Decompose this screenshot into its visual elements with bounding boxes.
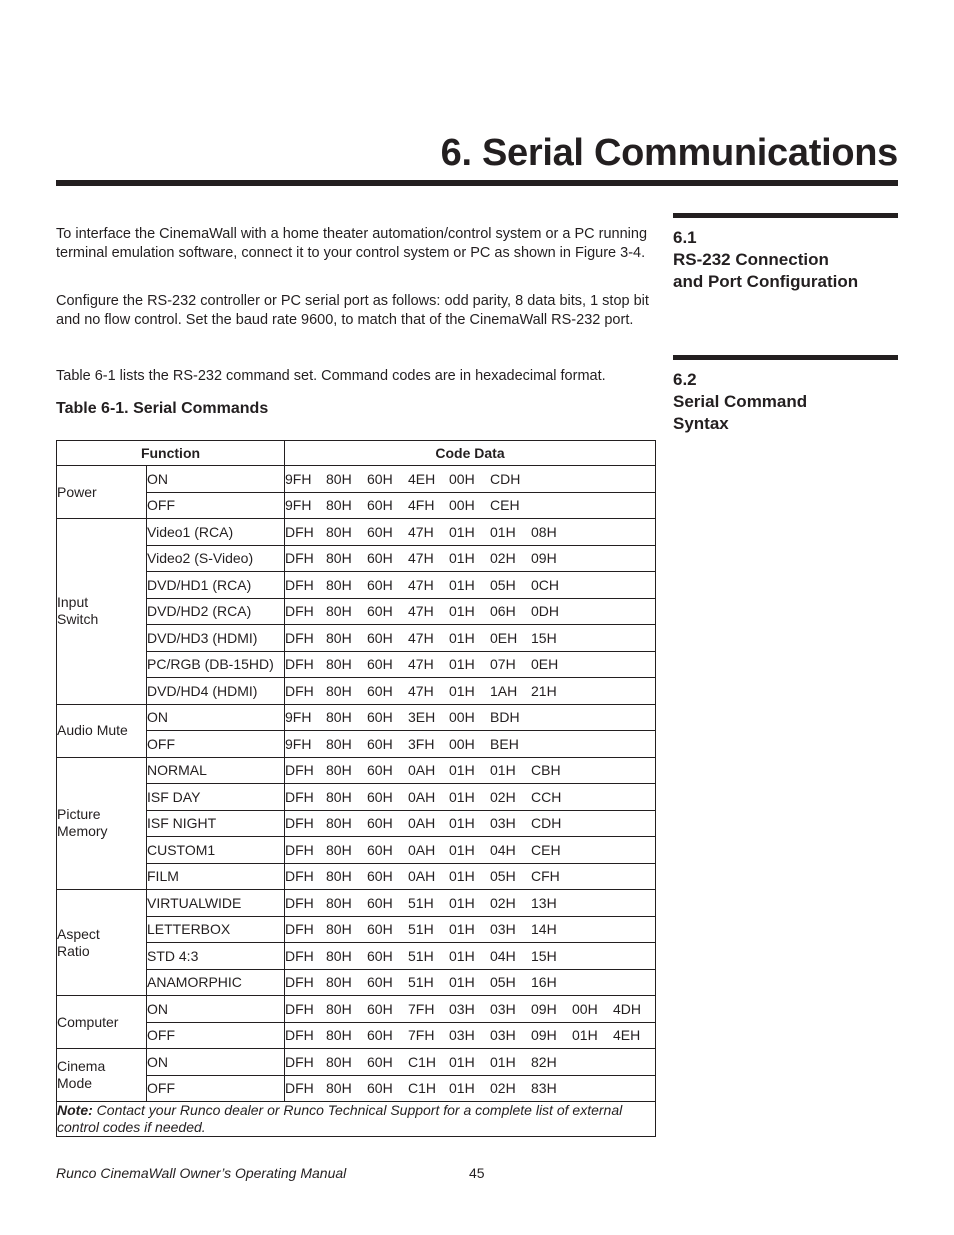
code-byte: 60H [367, 497, 393, 514]
code-data-cell [285, 810, 656, 837]
code-data-cell [285, 466, 656, 493]
code-byte: 60H [367, 1053, 393, 1070]
code-byte: 05H [490, 868, 516, 885]
code-byte: 05H [490, 576, 516, 593]
code-byte: 4FH [408, 497, 435, 514]
code-byte: 80H [326, 497, 352, 514]
code-byte: 3FH [408, 735, 435, 752]
table-row [57, 1075, 656, 1102]
option-cell: ISF DAY [147, 784, 285, 811]
function-name-line: Memory [57, 823, 108, 840]
code-data-cell [285, 837, 656, 864]
option-cell: ON [147, 704, 285, 731]
code-byte: 60H [367, 603, 393, 620]
option-cell: FILM [147, 863, 285, 890]
section-heading-text [673, 227, 898, 293]
code-byte: 01H [449, 629, 475, 646]
code-byte: 60H [367, 656, 393, 673]
code-byte: 01H [449, 1053, 475, 1070]
code-byte: DFH [285, 1027, 314, 1044]
code-data-cell [285, 916, 656, 943]
code-byte: 80H [326, 682, 352, 699]
code-byte: DFH [285, 603, 314, 620]
code-byte: 80H [326, 1053, 352, 1070]
code-byte: 60H [367, 735, 393, 752]
code-data-cell [285, 757, 656, 784]
option-cell: ON [147, 996, 285, 1023]
intro-paragraph-2: Configure the RS-232 controller or PC serial port as follows: odd parity, 8 data bits, 1 stop bit and no flow control. Set the baud rate 9600, to match that of the CinemaWall RS-232 port. [56, 293, 649, 328]
code-byte: 02H [490, 894, 516, 911]
code-data-cell [285, 969, 656, 996]
code-byte: 80H [326, 1027, 352, 1044]
code-byte: 15H [531, 629, 557, 646]
code-byte: 01H [490, 1053, 516, 1070]
code-byte: 03H [449, 1027, 475, 1044]
option-cell: DVD/HD3 (HDMI) [147, 625, 285, 652]
code-byte: 0AH [408, 815, 436, 832]
code-byte: 60H [367, 470, 393, 487]
code-byte: DFH [285, 523, 314, 540]
code-byte: 60H [367, 550, 393, 567]
code-byte: 60H [367, 762, 393, 779]
option-cell: CUSTOM1 [147, 837, 285, 864]
function-name-line: Cinema [57, 1058, 106, 1074]
table-row [57, 651, 656, 678]
code-byte: 0DH [531, 603, 560, 620]
code-byte: 03H [449, 1000, 475, 1017]
code-byte: 01H [572, 1027, 598, 1044]
code-byte: 80H [326, 523, 352, 540]
table-row [57, 784, 656, 811]
section-rule [673, 355, 898, 360]
code-byte: 0EH [490, 629, 518, 646]
code-byte: DFH [285, 629, 314, 646]
code-byte: 04H [490, 841, 516, 858]
footer-page-number: 45 [469, 1165, 485, 1181]
code-byte: 00H [449, 735, 475, 752]
option-cell: VIRTUALWIDE [147, 890, 285, 917]
code-byte: 0CH [531, 576, 560, 593]
code-byte: 80H [326, 947, 352, 964]
code-byte: 1AH [490, 682, 518, 699]
code-byte: 51H [408, 921, 434, 938]
function-name-cell [57, 519, 147, 705]
code-data-cell [285, 863, 656, 890]
table-row [57, 572, 656, 599]
function-name-cell [57, 704, 147, 757]
code-byte: 60H [367, 921, 393, 938]
table-row [57, 943, 656, 970]
code-byte: 08H [531, 523, 557, 540]
code-byte: 02H [490, 788, 516, 805]
code-byte: 0AH [408, 841, 436, 858]
code-byte: 03H [490, 815, 516, 832]
section-6-2-heading [673, 355, 898, 435]
section-number: 6.2 [673, 370, 697, 389]
code-byte: 47H [408, 576, 434, 593]
table-row [57, 916, 656, 943]
code-byte: 16H [531, 974, 557, 991]
note-text: Contact your Runco dealer or Runco Technical Support for a complete list of external control codes if needed. [57, 1102, 623, 1135]
code-byte: 4EH [613, 1027, 641, 1044]
code-byte: 80H [326, 1000, 352, 1017]
table-row [57, 731, 656, 758]
code-byte: DFH [285, 1000, 314, 1017]
option-cell: LETTERBOX [147, 916, 285, 943]
section-title-line: Serial Command [673, 392, 808, 411]
code-byte: 01H [449, 894, 475, 911]
option-cell: ANAMORPHIC [147, 969, 285, 996]
code-byte: 80H [326, 788, 352, 805]
option-cell: ON [147, 466, 285, 493]
code-byte: DFH [285, 1053, 314, 1070]
function-column-header: Function [57, 441, 285, 466]
code-byte: 07H [490, 656, 516, 673]
code-byte: 9FH [285, 497, 312, 514]
code-data-cell [285, 572, 656, 599]
code-byte: 51H [408, 974, 434, 991]
code-data-cell [285, 651, 656, 678]
code-byte: 02H [490, 550, 516, 567]
code-byte: 47H [408, 523, 434, 540]
code-byte: 60H [367, 576, 393, 593]
code-byte: 60H [367, 629, 393, 646]
code-byte: 80H [326, 894, 352, 911]
section-title-line: Syntax [673, 414, 729, 433]
code-byte: 51H [408, 947, 434, 964]
option-cell: OFF [147, 492, 285, 519]
code-byte: 60H [367, 947, 393, 964]
function-name-line: Audio Mute [57, 722, 128, 738]
code-byte: 3EH [408, 709, 436, 726]
code-byte: DFH [285, 868, 314, 885]
note-row [57, 1102, 656, 1137]
code-byte: DFH [285, 788, 314, 805]
function-name-line: Power [57, 483, 97, 500]
table-row [57, 996, 656, 1023]
code-byte: CFH [531, 868, 560, 885]
code-data-cell [285, 731, 656, 758]
code-byte: 01H [449, 921, 475, 938]
code-data-cell [285, 784, 656, 811]
option-cell: DVD/HD2 (RCA) [147, 598, 285, 625]
code-byte: 15H [531, 947, 557, 964]
code-byte: 03H [490, 1027, 516, 1044]
function-name-cell [57, 466, 147, 519]
code-data-cell [285, 492, 656, 519]
table-note [57, 1102, 656, 1137]
code-byte: 80H [326, 974, 352, 991]
option-cell: NORMAL [147, 757, 285, 784]
function-name-line: Computer [57, 1013, 119, 1030]
section-title-line: RS-232 Connection [673, 250, 829, 269]
code-data-cell [285, 1075, 656, 1102]
code-byte: 60H [367, 1080, 393, 1097]
code-byte: 51H [408, 894, 434, 911]
code-byte: 00H [449, 709, 475, 726]
code-data-cell [285, 704, 656, 731]
code-data-cell [285, 1022, 656, 1049]
code-byte: DFH [285, 1080, 314, 1097]
code-byte: 01H [449, 603, 475, 620]
code-byte: 01H [490, 762, 516, 779]
code-byte: 02H [490, 1080, 516, 1097]
option-cell: ISF NIGHT [147, 810, 285, 837]
section-number: 6.1 [673, 228, 697, 247]
code-data-cell [285, 598, 656, 625]
table-row [57, 598, 656, 625]
code-byte: 7FH [408, 1000, 435, 1017]
code-byte: 05H [490, 974, 516, 991]
code-byte: 80H [326, 629, 352, 646]
section-heading-text [673, 369, 898, 435]
note-label: Note: [57, 1102, 93, 1118]
code-byte: 80H [326, 470, 352, 487]
code-byte: 60H [367, 523, 393, 540]
code-byte: 80H [326, 762, 352, 779]
code-byte: 80H [326, 735, 352, 752]
code-byte: 01H [449, 762, 475, 779]
code-byte: 01H [449, 788, 475, 805]
table-row [57, 969, 656, 996]
code-byte: 80H [326, 868, 352, 885]
code-byte: 03H [490, 1000, 516, 1017]
code-byte: 60H [367, 841, 393, 858]
code-byte: 0AH [408, 868, 436, 885]
code-byte: 01H [449, 1080, 475, 1097]
code-byte: 60H [367, 974, 393, 991]
option-cell: DVD/HD4 (HDMI) [147, 678, 285, 705]
code-byte: 60H [367, 894, 393, 911]
intro-paragraph-1: To interface the CinemaWall with a home theater automation/control system or a PC running terminal emulation software, connect it to your control system or PC as shown in Figure 3-4. [56, 226, 648, 261]
code-byte: CDH [490, 470, 521, 487]
section-title-line: and Port Configuration [673, 272, 859, 291]
code-byte: 4DH [613, 1000, 642, 1017]
code-byte: 01H [449, 815, 475, 832]
table-row [57, 545, 656, 572]
code-byte: 80H [326, 603, 352, 620]
code-byte: 80H [326, 841, 352, 858]
option-cell: OFF [147, 731, 285, 758]
code-byte: CDH [531, 815, 562, 832]
option-cell: ON [147, 1049, 285, 1076]
code-byte: BDH [490, 709, 520, 726]
code-byte: 04H [490, 947, 516, 964]
code-byte: 00H [449, 470, 475, 487]
code-byte: 83H [531, 1080, 557, 1097]
code-byte: 82H [531, 1053, 557, 1070]
option-cell: OFF [147, 1075, 285, 1102]
code-byte: DFH [285, 894, 314, 911]
code-byte: CBH [531, 762, 561, 779]
code-byte: 4EH [408, 470, 436, 487]
serial-commands-table [56, 440, 656, 1137]
code-byte: CCH [531, 788, 562, 805]
code-byte: 01H [449, 656, 475, 673]
code-byte: C1H [408, 1053, 437, 1070]
code-data-cell [285, 1049, 656, 1076]
function-name-cell [57, 996, 147, 1049]
table-body [57, 466, 656, 1102]
function-name-cell [57, 757, 147, 890]
table-row [57, 810, 656, 837]
code-byte: 9FH [285, 735, 312, 752]
code-byte: DFH [285, 762, 314, 779]
table-row [57, 837, 656, 864]
code-byte: C1H [408, 1080, 437, 1097]
code-byte: 80H [326, 709, 352, 726]
code-byte: 01H [449, 576, 475, 593]
code-byte: DFH [285, 815, 314, 832]
function-name-line: Picture [57, 806, 101, 823]
table-row [57, 492, 656, 519]
code-data-cell [285, 545, 656, 572]
code-data-cell [285, 678, 656, 705]
code-byte: CEH [490, 497, 520, 514]
table-header-row [57, 441, 656, 466]
code-byte: DFH [285, 974, 314, 991]
option-cell: Video2 (S-Video) [147, 545, 285, 572]
code-byte: 60H [367, 709, 393, 726]
code-data-cell [285, 890, 656, 917]
code-byte: 7FH [408, 1027, 435, 1044]
code-byte: 47H [408, 656, 434, 673]
code-byte: 60H [367, 815, 393, 832]
code-byte: 01H [449, 550, 475, 567]
code-data-cell [285, 519, 656, 546]
code-byte: 01H [449, 947, 475, 964]
code-byte: DFH [285, 682, 314, 699]
intro-paragraph-3: Table 6-1 lists the RS-232 command set. Command codes are in hexadecimal format. [56, 368, 606, 384]
code-byte: 47H [408, 603, 434, 620]
code-byte: DFH [285, 656, 314, 673]
code-data-cell [285, 943, 656, 970]
code-byte: 60H [367, 682, 393, 699]
function-name-cell [57, 890, 147, 996]
function-name-cell [57, 1049, 147, 1102]
code-byte: 06H [490, 603, 516, 620]
function-name-line: Ratio [57, 942, 90, 959]
option-cell: Video1 (RCA) [147, 519, 285, 546]
code-byte: 80H [326, 550, 352, 567]
table-caption: Table 6-1. Serial Commands [56, 400, 269, 417]
table-row [57, 704, 656, 731]
code-byte: 03H [490, 921, 516, 938]
code-byte: 80H [326, 1080, 352, 1097]
code-byte: 47H [408, 629, 434, 646]
table-row [57, 890, 656, 917]
option-cell: DVD/HD1 (RCA) [147, 572, 285, 599]
code-byte: 21H [531, 682, 557, 699]
code-byte: 47H [408, 550, 434, 567]
table-row [57, 1022, 656, 1049]
code-byte: 9FH [285, 709, 312, 726]
section-rule [673, 213, 898, 218]
code-byte: 01H [449, 868, 475, 885]
code-byte: 80H [326, 576, 352, 593]
code-byte: 13H [531, 894, 557, 911]
code-byte: 9FH [285, 470, 312, 487]
option-cell: OFF [147, 1022, 285, 1049]
code-byte: CEH [531, 841, 561, 858]
code-byte: 14H [531, 921, 557, 938]
table-row [57, 757, 656, 784]
table-row [57, 1049, 656, 1076]
code-byte: 00H [572, 1000, 598, 1017]
code-byte: DFH [285, 550, 314, 567]
chapter-rule [56, 180, 898, 186]
code-data-cell [285, 625, 656, 652]
table-row [57, 519, 656, 546]
table-row [57, 625, 656, 652]
code-byte: 0AH [408, 762, 436, 779]
code-data-cell [285, 996, 656, 1023]
option-cell: STD 4:3 [147, 943, 285, 970]
function-name-line: Input [57, 594, 89, 611]
function-name-line: Mode [57, 1075, 93, 1091]
table-row [57, 466, 656, 493]
section-6-1-heading [673, 213, 898, 293]
chapter-title: 6. Serial Communications [440, 132, 898, 174]
table-row [57, 678, 656, 705]
code-byte: 60H [367, 1027, 393, 1044]
code-byte: DFH [285, 947, 314, 964]
code-byte: 80H [326, 921, 352, 938]
code-data-column-header: Code Data [285, 441, 656, 466]
function-name-line: Aspect [57, 925, 100, 942]
code-byte: DFH [285, 841, 314, 858]
table-row [57, 863, 656, 890]
function-name-line: Switch [57, 611, 99, 628]
code-byte: 0EH [531, 656, 559, 673]
code-byte: BEH [490, 735, 519, 752]
code-byte: 09H [531, 1027, 557, 1044]
code-byte: DFH [285, 921, 314, 938]
code-byte: 60H [367, 868, 393, 885]
option-cell: PC/RGB (DB-15HD) [147, 651, 285, 678]
code-byte: 09H [531, 550, 557, 567]
code-byte: 01H [449, 523, 475, 540]
code-byte: 00H [449, 497, 475, 514]
code-byte: 09H [531, 1000, 557, 1017]
code-byte: 01H [449, 974, 475, 991]
code-byte: 0AH [408, 788, 436, 805]
code-byte: 60H [367, 1000, 393, 1017]
code-byte: 80H [326, 656, 352, 673]
code-byte: DFH [285, 576, 314, 593]
code-byte: 01H [490, 523, 516, 540]
code-byte: 01H [449, 841, 475, 858]
code-byte: 01H [449, 682, 475, 699]
code-byte: 47H [408, 682, 434, 699]
footer-manual-title: Runco CinemaWall Owner’s Operating Manual [56, 1165, 347, 1181]
code-byte: 80H [326, 815, 352, 832]
code-byte: 60H [367, 788, 393, 805]
